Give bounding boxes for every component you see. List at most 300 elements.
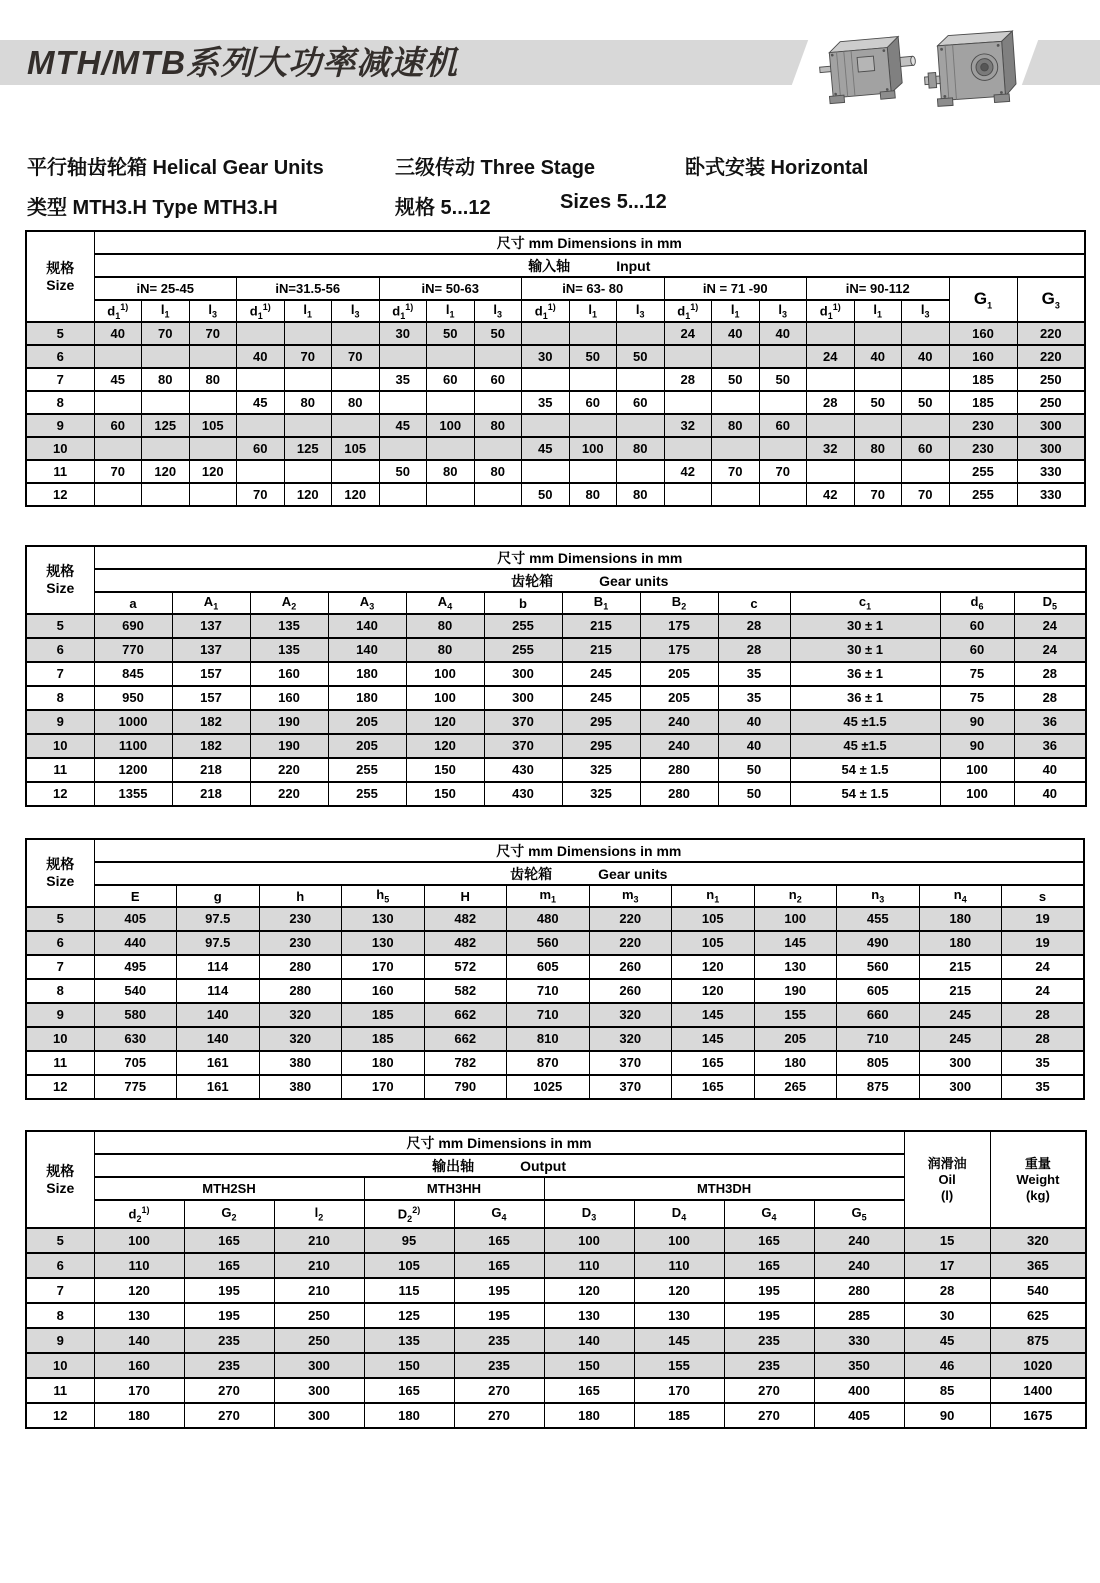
value-cell: 270 [454,1378,544,1403]
table-row [26,907,1084,931]
size-cell: 11 [26,1051,94,1075]
value-cell: 240 [640,710,718,734]
value-cell: 160 [949,322,1017,345]
value-cell: 40 [1014,782,1086,806]
table-row [26,322,1085,345]
gearbox-photo-right [922,16,1026,116]
value-cell: 180 [364,1403,454,1428]
value-cell: 215 [919,979,1002,1003]
value-cell: 145 [754,931,837,955]
value-cell: 185 [342,1003,425,1027]
value-cell [902,414,950,437]
value-cell: 110 [94,1253,184,1278]
value-cell: 70 [189,322,237,345]
size-cell: 6 [26,1253,94,1278]
value-cell: 30 [379,322,427,345]
value-cell [474,391,522,414]
value-cell: 255 [328,782,406,806]
value-cell: 265 [754,1075,837,1099]
table-row [26,391,1085,414]
value-cell: 255 [949,483,1017,506]
value-cell: 120 [94,1278,184,1303]
value-cell: 160 [342,979,425,1003]
value-cell: 137 [172,614,250,638]
gearunits-section-header: 齿轮箱 Gear units [94,569,1086,592]
value-cell: 165 [184,1253,274,1278]
value-cell [522,460,570,483]
value-cell: 80 [189,368,237,391]
value-cell: 230 [259,907,342,931]
value-cell: 161 [177,1075,260,1099]
value-cell: 140 [177,1027,260,1051]
value-cell [94,437,142,460]
value-cell: 165 [672,1075,755,1099]
size-cell: 11 [26,758,94,782]
value-cell: 245 [562,686,640,710]
value-cell: 155 [634,1353,724,1378]
col-header: a [94,592,172,614]
value-cell: 580 [94,1003,177,1027]
value-cell: 220 [250,782,328,806]
page-title: MTH/MTB系列大功率减速机 [27,44,459,81]
value-cell: 300 [1017,414,1085,437]
size-cell: 6 [26,638,94,662]
value-cell: 370 [484,710,562,734]
intro-sizes-zh: 规格 5...12 [395,197,491,219]
value-cell: 365 [990,1253,1086,1278]
value-cell: 270 [724,1403,814,1428]
size-cell: 6 [26,931,94,955]
value-cell: 405 [814,1403,904,1428]
value-cell [854,460,902,483]
value-cell: 45 ±1.5 [790,734,940,758]
value-cell: 40 [718,734,790,758]
value-cell: 40 [1014,758,1086,782]
ratio-group-header: iN= 50-63 [379,277,522,300]
value-cell: 195 [454,1278,544,1303]
col-header: H [424,885,507,907]
size-cell: 12 [26,483,94,506]
value-cell: 80 [406,638,484,662]
value-cell: 75 [940,686,1014,710]
value-cell [379,483,427,506]
value-cell: 120 [634,1278,724,1303]
value-cell: 135 [364,1328,454,1353]
value-cell [902,368,950,391]
value-cell [474,483,522,506]
table-row [26,1403,1086,1428]
value-cell: 235 [454,1353,544,1378]
size-cell: 12 [26,1075,94,1099]
value-cell: 320 [259,1003,342,1027]
value-cell: 260 [589,979,672,1003]
size-cell: 10 [26,1353,94,1378]
table-row [26,1278,1086,1303]
input-section-header: 输入轴 Input [94,254,1085,277]
value-cell: 100 [406,686,484,710]
value-cell: 195 [724,1303,814,1328]
intro-sizes-en: Sizes 5...12 [560,191,667,213]
value-cell: 35 [718,662,790,686]
size-cell: 8 [26,686,94,710]
value-cell: 50 [718,782,790,806]
value-cell: 80 [617,437,665,460]
col-header: $D_4$ [634,1200,724,1228]
value-cell: 80 [284,391,332,414]
value-cell: 845 [94,662,172,686]
value-cell: 300 [484,686,562,710]
value-cell: 155 [754,1003,837,1027]
dimensions-header: 尺寸 mm Dimensions in mm [94,1131,904,1154]
value-cell: 50 [902,391,950,414]
value-cell: 60 [902,437,950,460]
value-cell [379,345,427,368]
value-cell: 330 [814,1328,904,1353]
value-cell: 100 [940,758,1014,782]
value-cell: 140 [94,1328,184,1353]
value-cell: 215 [562,614,640,638]
value-cell [569,368,617,391]
value-cell: 45 [379,414,427,437]
value-cell: 805 [837,1051,920,1075]
value-cell [712,483,760,506]
value-cell: 130 [342,931,425,955]
value-cell: 1025 [507,1075,590,1099]
value-cell: 1020 [990,1353,1086,1378]
value-cell: 97.5 [177,931,260,955]
size-cell: 7 [26,1278,94,1303]
value-cell: 30 ± 1 [790,614,940,638]
size-cell: 9 [26,1003,94,1027]
value-cell: 215 [919,955,1002,979]
value-cell: 250 [1017,368,1085,391]
value-cell: 100 [754,907,837,931]
value-cell: 280 [640,782,718,806]
value-cell: 150 [364,1353,454,1378]
value-cell: 875 [990,1328,1086,1353]
value-cell: 157 [172,662,250,686]
value-cell: 295 [562,734,640,758]
value-cell: 660 [837,1003,920,1027]
weight-header: 重量 Weight (kg) [990,1131,1086,1228]
value-cell: 120 [406,710,484,734]
value-cell [854,414,902,437]
value-cell: 28 [1014,662,1086,686]
value-cell: 182 [172,734,250,758]
table-row [26,710,1086,734]
value-cell [569,414,617,437]
size-cell: 11 [26,1378,94,1403]
value-cell: 35 [1002,1051,1085,1075]
value-cell: 220 [1017,322,1085,345]
col-header: $A_1$ [172,592,250,614]
value-cell [237,414,285,437]
value-cell: 190 [250,710,328,734]
value-cell: 30 ± 1 [790,638,940,662]
table-row [26,1253,1086,1278]
value-cell: 540 [990,1278,1086,1303]
value-cell: 50 [759,368,807,391]
value-cell: 705 [94,1051,177,1075]
value-cell [712,345,760,368]
value-cell: 220 [250,758,328,782]
value-cell: 50 [522,483,570,506]
value-cell: 120 [284,483,332,506]
value-cell [759,483,807,506]
value-cell: 190 [250,734,328,758]
value-cell: 70 [284,345,332,368]
value-cell: 145 [672,1003,755,1027]
table-row [26,1051,1084,1075]
value-cell: 710 [837,1027,920,1051]
value-cell: 85 [904,1378,990,1403]
size-cell: 9 [26,710,94,734]
value-cell: 24 [1002,979,1085,1003]
value-cell: 120 [544,1278,634,1303]
value-cell: 45 [94,368,142,391]
col-header: $B_2$ [640,592,718,614]
value-cell: 28 [807,391,855,414]
table-row [26,662,1086,686]
col-header: g [177,885,260,907]
size-cell: 10 [26,437,94,460]
value-cell [427,391,475,414]
value-cell: 255 [949,460,1017,483]
value-cell: 490 [837,931,920,955]
value-cell: 245 [919,1027,1002,1051]
col-header: h [259,885,342,907]
gearbox-photo-left [818,20,918,115]
value-cell: 100 [427,414,475,437]
size-cell: 10 [26,1027,94,1051]
value-cell: 130 [544,1303,634,1328]
value-cell: 70 [332,345,380,368]
intro-block [27,151,1087,221]
value-cell: 205 [754,1027,837,1051]
value-cell: 455 [837,907,920,931]
value-cell: 230 [259,931,342,955]
value-cell: 175 [640,638,718,662]
value-cell: 250 [1017,391,1085,414]
ratio-group-header: iN= 90-112 [807,277,950,300]
value-cell: 28 [718,638,790,662]
value-cell: 1000 [94,710,172,734]
value-cell: 210 [274,1228,364,1253]
value-cell [189,437,237,460]
value-cell [332,322,380,345]
value-cell [332,414,380,437]
value-cell: 330 [1017,460,1085,483]
gear-unit-table-2 [25,838,1085,1100]
table-row [26,758,1086,782]
value-cell: 40 [237,345,285,368]
value-cell: 105 [189,414,237,437]
value-cell: 170 [342,955,425,979]
value-cell: 70 [94,460,142,483]
value-cell: 80 [406,614,484,638]
value-cell: 24 [1014,638,1086,662]
input-shaft-table [25,230,1086,507]
oil-header: 润滑油 Oil (l) [904,1131,990,1228]
value-cell: 95 [364,1228,454,1253]
value-cell: 280 [259,955,342,979]
intro-type: 类型 MTH3.H Type MTH3.H [27,197,278,219]
value-cell: 790 [424,1075,507,1099]
value-cell: 125 [364,1303,454,1328]
value-cell [142,437,190,460]
size-cell: 7 [26,368,94,391]
value-cell [142,483,190,506]
value-cell: 1400 [990,1378,1086,1403]
value-cell: 17 [904,1253,990,1278]
value-cell: 105 [672,931,755,955]
value-cell [664,437,712,460]
value-cell [759,437,807,460]
col-header: $l_3$ [189,300,237,322]
value-cell [712,437,760,460]
value-cell: 250 [274,1303,364,1328]
size-header: 规格 Size [26,839,94,907]
dimensions-header: 尺寸 mm Dimensions in mm [94,546,1086,569]
value-cell: 35 [1002,1075,1085,1099]
col-header: $A_3$ [328,592,406,614]
col-header: $d_1^{1)}$ [522,300,570,322]
col-header: $m_3$ [589,885,672,907]
table-row [26,638,1086,662]
table-row [26,1003,1084,1027]
value-cell: 70 [854,483,902,506]
value-cell [617,460,665,483]
value-cell: 180 [328,662,406,686]
table-row [26,955,1084,979]
value-cell: 28 [1014,686,1086,710]
value-cell: 170 [634,1378,724,1403]
value-cell: 80 [474,460,522,483]
value-cell: 165 [724,1228,814,1253]
value-cell: 24 [1002,955,1085,979]
col-header: $G_4$ [724,1200,814,1228]
col-header: $l_3$ [617,300,665,322]
value-cell: 120 [142,460,190,483]
table-row [26,414,1085,437]
value-cell: 36 ± 1 [790,686,940,710]
value-cell: 150 [406,782,484,806]
value-cell: 160 [94,1353,184,1378]
value-cell: 280 [814,1278,904,1303]
value-cell: 775 [94,1075,177,1099]
value-cell: 255 [484,614,562,638]
value-cell: 370 [589,1051,672,1075]
value-cell: 325 [562,758,640,782]
value-cell: 45 ±1.5 [790,710,940,734]
value-cell: 145 [672,1027,755,1051]
value-cell: 280 [640,758,718,782]
size-cell: 9 [26,414,94,437]
value-cell [617,414,665,437]
value-cell: 28 [904,1278,990,1303]
value-cell: 114 [177,979,260,1003]
value-cell: 157 [172,686,250,710]
value-cell: 170 [342,1075,425,1099]
value-cell: 320 [990,1228,1086,1253]
value-cell: 160 [250,662,328,686]
value-cell: 482 [424,907,507,931]
value-cell [284,322,332,345]
value-cell [189,345,237,368]
col-header: $G_4$ [454,1200,544,1228]
value-cell: 120 [672,955,755,979]
value-cell: 54 ± 1.5 [790,758,940,782]
value-cell [759,345,807,368]
value-cell: 572 [424,955,507,979]
col-header: $D_2^{2)}$ [364,1200,454,1228]
value-cell [142,345,190,368]
value-cell: 60 [569,391,617,414]
value-cell [332,368,380,391]
value-cell: 150 [544,1353,634,1378]
value-cell: 560 [507,931,590,955]
value-cell: 182 [172,710,250,734]
value-cell: 300 [919,1075,1002,1099]
value-cell: 45 [904,1328,990,1353]
col-header: $D_5$ [1014,592,1086,614]
ratio-group-header: iN=31.5-56 [237,277,380,300]
value-cell: 255 [328,758,406,782]
col-header: $d_2^{1)}$ [94,1200,184,1228]
value-cell: 105 [672,907,755,931]
value-cell: 430 [484,758,562,782]
value-cell: 662 [424,1003,507,1027]
value-cell: 245 [562,662,640,686]
value-cell: 330 [1017,483,1085,506]
value-cell: 70 [902,483,950,506]
value-cell [379,437,427,460]
value-cell [332,460,380,483]
size-cell: 5 [26,322,94,345]
value-cell: 30 [522,345,570,368]
value-cell: 210 [274,1253,364,1278]
value-cell: 630 [94,1027,177,1051]
intro-stage: 三级传动 Three Stage [395,157,596,179]
value-cell: 180 [919,907,1002,931]
value-cell: 40 [94,322,142,345]
value-cell: 560 [837,955,920,979]
value-cell: 80 [712,414,760,437]
ratio-group-header: iN= 63- 80 [522,277,665,300]
value-cell: 28 [718,614,790,638]
value-cell: 370 [589,1075,672,1099]
value-cell: 125 [284,437,332,460]
value-cell: 90 [940,710,1014,734]
col-header: $d_1^{1)}$ [807,300,855,322]
col-header: $l_1$ [284,300,332,322]
col-header: $l_1$ [427,300,475,322]
size-cell: 12 [26,1403,94,1428]
value-cell: 205 [640,662,718,686]
value-cell: 36 ± 1 [790,662,940,686]
col-header: $l_1$ [142,300,190,322]
value-cell: 430 [484,782,562,806]
value-cell: 115 [364,1278,454,1303]
value-cell: 245 [919,1003,1002,1027]
value-cell [284,460,332,483]
col-header: $c_1$ [790,592,940,614]
value-cell [474,345,522,368]
value-cell [427,437,475,460]
value-cell: 35 [718,686,790,710]
col-header: $l_3$ [474,300,522,322]
value-cell: 250 [274,1328,364,1353]
